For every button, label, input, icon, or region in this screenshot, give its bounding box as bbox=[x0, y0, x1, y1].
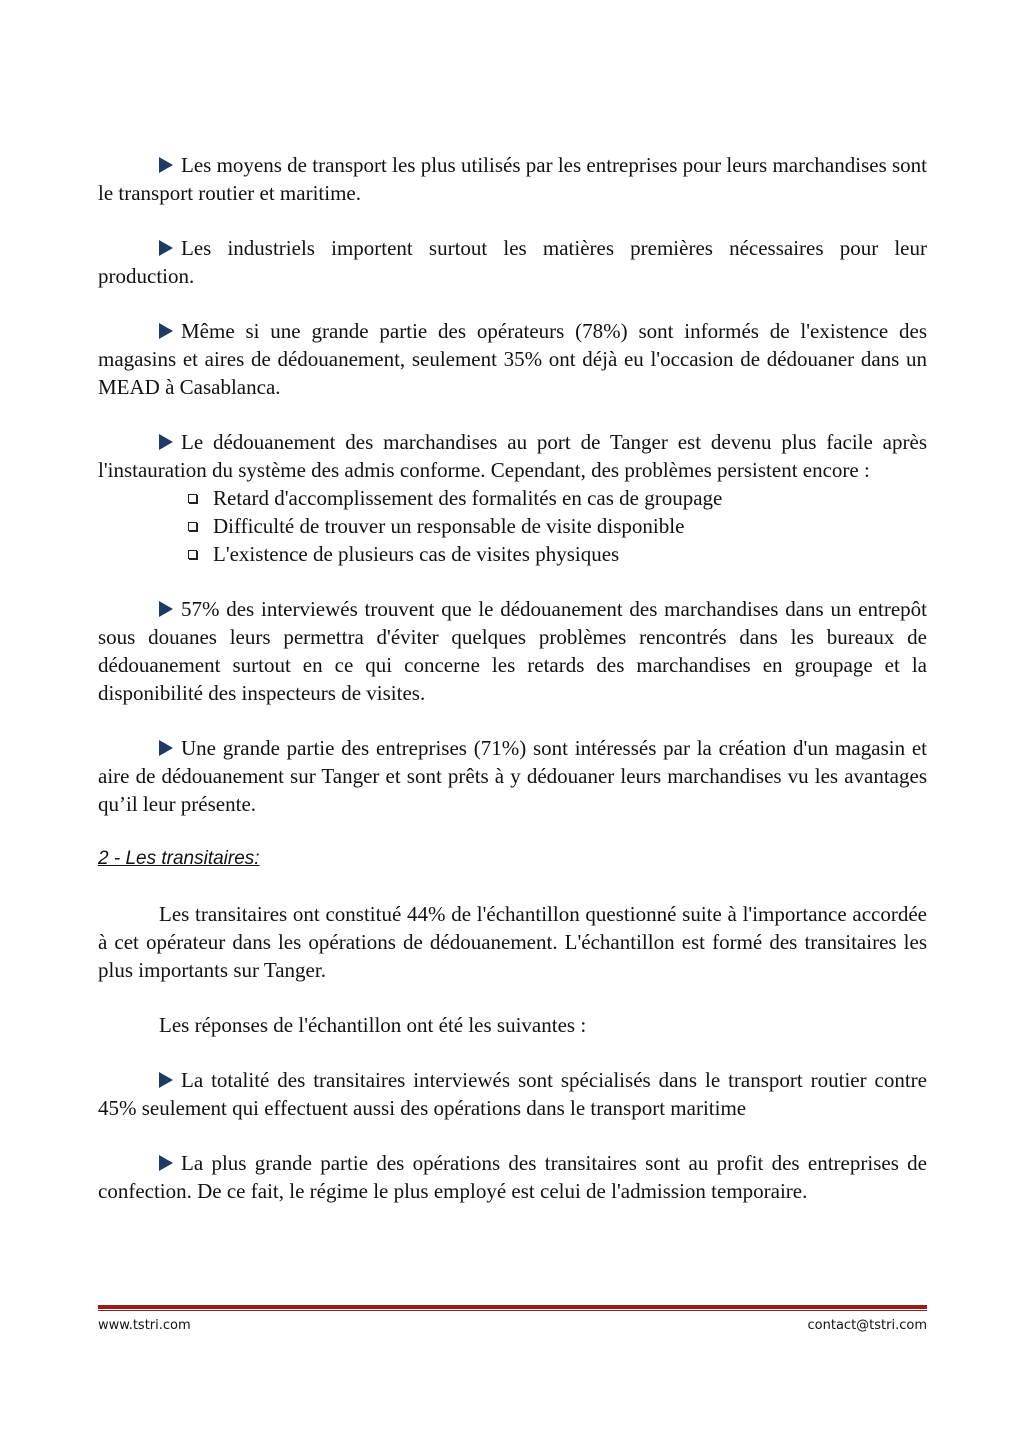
footer-rule-thick bbox=[98, 1305, 927, 1309]
bullet-paragraph: Les industriels importent surtout les matières premières nécessaires pour leur production. bbox=[98, 236, 927, 288]
arrow-bullet-icon bbox=[159, 601, 173, 617]
square-bullet-icon bbox=[188, 550, 197, 559]
arrow-bullet-icon bbox=[159, 323, 173, 339]
list-item: Retard d'accomplissement des formalités en cas de groupage bbox=[188, 484, 927, 512]
bullet-paragraph: Le dédouanement des marchandises au port de Tanger est devenu plus facile après l'instauration du système des admis conforme. Cependant, des problèmes persistent encore : bbox=[98, 430, 927, 482]
list-item: L'existence de plusieurs cas de visites physiques bbox=[188, 540, 927, 568]
bullet-paragraph: La totalité des transitaires interviewés sont spécialisés dans le transport routier contre 45% seulement qui effectuent aussi des opérations dans le transport maritime bbox=[98, 1068, 927, 1120]
footer-website[interactable]: www.tstri.com bbox=[98, 1318, 191, 1333]
arrow-bullet-icon bbox=[159, 1155, 173, 1171]
footer-email[interactable]: contact@tstri.com bbox=[807, 1318, 927, 1333]
bullet-paragraph: 57% des interviewés trouvent que le dédouanement des marchandises dans un entrepôt sous douanes leurs permettra d'éviter quelques problèmes rencontrés dans les bureaux de dédouanement surtout en ce qui concerne les retards des marchandises en groupage et la disponibilité des inspecteurs de visites. bbox=[98, 597, 927, 705]
section-heading: 2 - Les transitaires: bbox=[98, 848, 260, 869]
bullet-paragraph: La plus grande partie des opérations des transitaires sont au profit des entreprises de confection. De ce fait, le régime le plus employé est celui de l'admission temporaire. bbox=[98, 1151, 927, 1203]
arrow-bullet-icon bbox=[159, 740, 173, 756]
problems-list bbox=[98, 484, 927, 568]
arrow-bullet-icon bbox=[159, 434, 173, 450]
paragraph: Les transitaires ont constitué 44% de l'échantillon questionné suite à l'importance accordée à cet opérateur dans les opérations de dédouanement. L'échantillon est formé des transitaires les plus importants sur Tanger. bbox=[98, 902, 927, 982]
bullet-paragraph: Les moyens de transport les plus utilisés par les entreprises pour leurs marchandises sont le transport routier et maritime. bbox=[98, 153, 927, 205]
footer-rule-thin bbox=[98, 1310, 927, 1311]
square-bullet-icon bbox=[188, 522, 197, 531]
square-bullet-icon bbox=[188, 494, 197, 503]
paragraph: Les réponses de l'échantillon ont été les suivantes : bbox=[159, 1013, 587, 1037]
list-item: Difficulté de trouver un responsable de visite disponible bbox=[188, 512, 927, 540]
arrow-bullet-icon bbox=[159, 1072, 173, 1088]
arrow-bullet-icon bbox=[159, 157, 173, 173]
arrow-bullet-icon bbox=[159, 240, 173, 256]
bullet-paragraph: Une grande partie des entreprises (71%) sont intéressés par la création d'un magasin et aire de dédouanement sur Tanger et sont prêts à y dédouaner leurs marchandises vu les avantages qu’il leur présente. bbox=[98, 736, 927, 816]
page-content bbox=[98, 151, 927, 1205]
bullet-paragraph: Même si une grande partie des opérateurs (78%) sont informés de l'existence des magasins et aires de dédouanement, seulement 35% ont déjà eu l'occasion de dédouaner dans un MEAD à Casablanca. bbox=[98, 319, 927, 399]
